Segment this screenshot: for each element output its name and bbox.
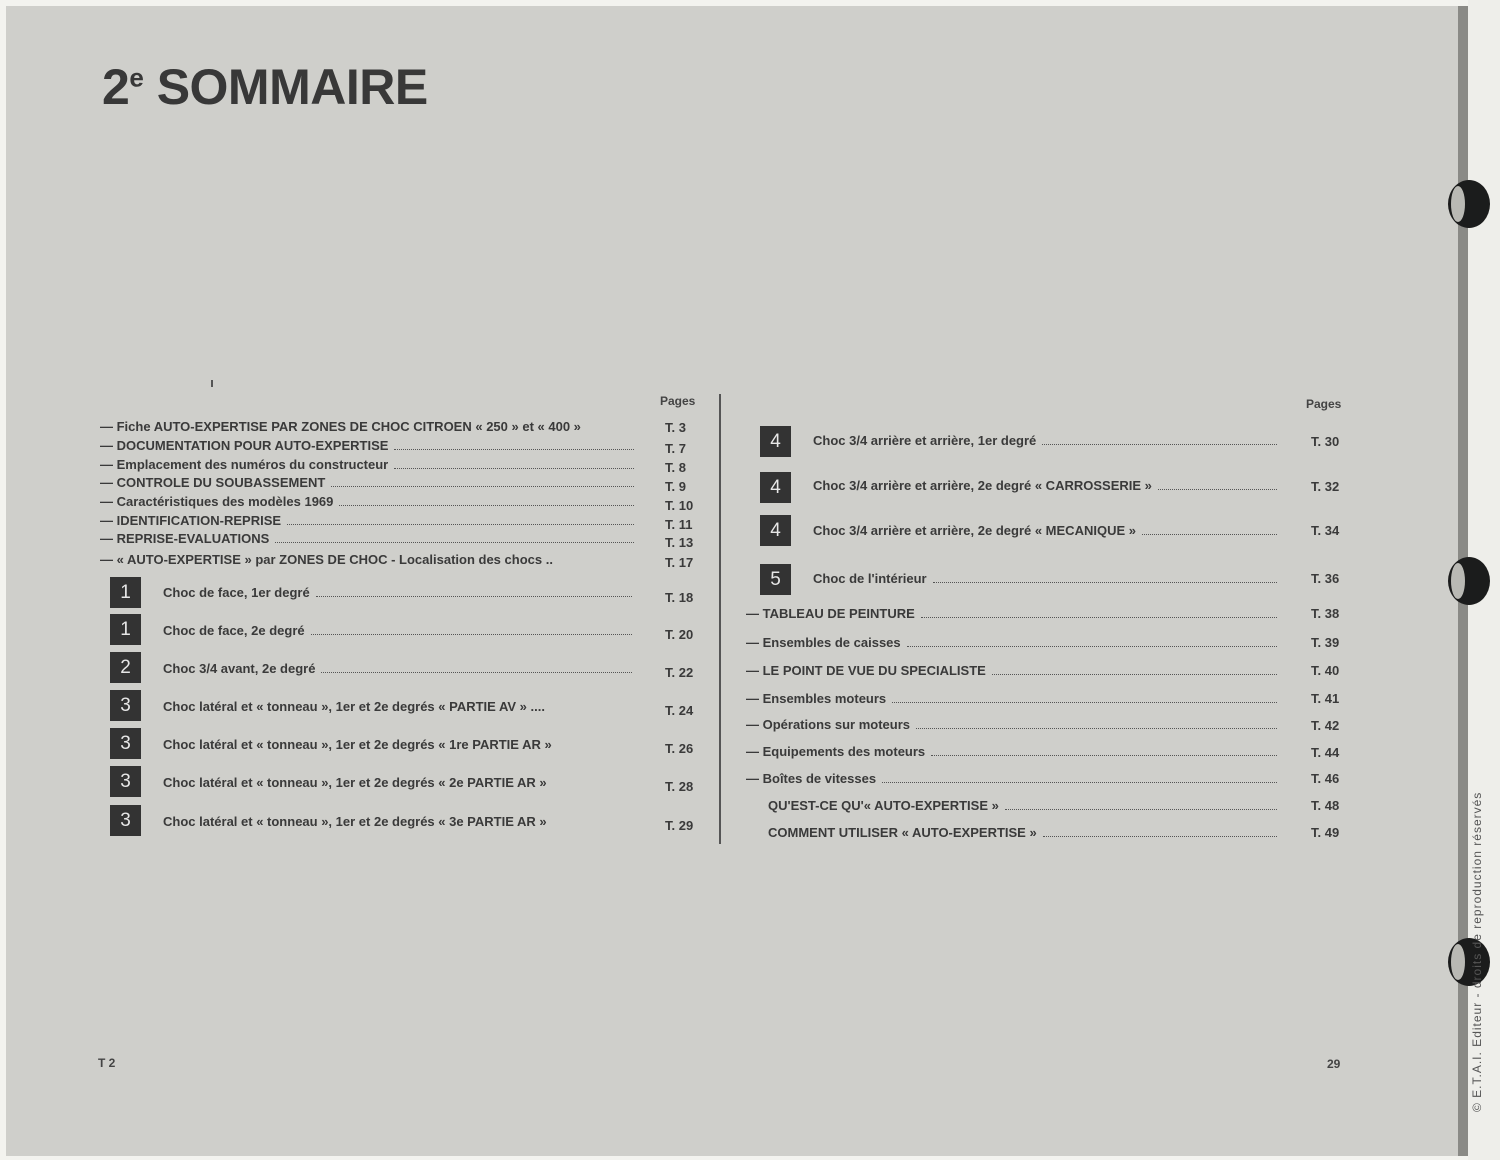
entry-page: T. 18 xyxy=(665,590,694,605)
choc-entry[interactable] xyxy=(163,775,638,790)
choc-entry[interactable] xyxy=(813,433,1283,448)
leader-dots xyxy=(892,693,1277,703)
zone-badge: 2 xyxy=(110,652,141,683)
title-suffix: e xyxy=(129,62,144,93)
toc-entry[interactable] xyxy=(100,419,640,434)
entry-label: Choc 3/4 arrière et arrière, 1er degré xyxy=(813,433,1037,448)
entry-label: — Boîtes de vitesses xyxy=(746,771,877,786)
entry-page: T. 44 xyxy=(1311,745,1340,760)
entry-label: COMMENT UTILISER « AUTO-EXPERTISE » xyxy=(768,825,1037,840)
zone-badge: 3 xyxy=(110,728,141,759)
pages-header-right: Pages xyxy=(1306,397,1342,411)
zone-badge: 4 xyxy=(760,515,791,546)
entry-label: — Equipements des moteurs xyxy=(746,744,926,759)
leader-dots xyxy=(287,515,634,525)
leader-dots xyxy=(1005,800,1277,810)
entry-page: T. 30 xyxy=(1311,434,1340,449)
entry-label: — Fiche AUTO-EXPERTISE PAR ZONES DE CHOC CITROEN « 250 » et « 400 » xyxy=(100,419,581,434)
entry-page: T. 22 xyxy=(665,665,694,680)
leader-dots xyxy=(311,625,632,635)
entry-page: T. 48 xyxy=(1311,798,1340,813)
leader-dots xyxy=(394,440,634,450)
choc-entry[interactable] xyxy=(163,623,638,638)
entry-label: — Ensembles moteurs xyxy=(746,691,887,706)
choc-entry[interactable] xyxy=(163,585,638,600)
entry-label: — Ensembles de caisses xyxy=(746,635,901,650)
toc-entry[interactable] xyxy=(100,513,640,528)
entry-page: T. 40 xyxy=(1311,663,1340,678)
choc-entry[interactable] xyxy=(813,571,1283,586)
entry-label: — LE POINT DE VUE DU SPECIALISTE xyxy=(746,663,986,678)
entry-page: T. 49 xyxy=(1311,825,1340,840)
choc-entry[interactable] xyxy=(813,523,1283,538)
entry-page: T. 8 xyxy=(665,460,686,475)
entry-page: T. 9 xyxy=(665,479,686,494)
leader-dots xyxy=(931,746,1277,756)
title-number: 2 xyxy=(102,59,130,115)
zone-badge: 1 xyxy=(110,577,141,608)
choc-entry[interactable] xyxy=(163,661,638,676)
entry-label: Choc latéral et « tonneau », 1er et 2e degrés « PARTIE AV » .... xyxy=(163,699,545,714)
leader-dots xyxy=(882,773,1277,783)
entry-page: T. 13 xyxy=(665,535,694,550)
entry-page: T. 41 xyxy=(1311,691,1340,706)
title-text: SOMMAIRE xyxy=(156,59,428,115)
entry-page: T. 20 xyxy=(665,627,694,642)
entry-label: Choc 3/4 arrière et arrière, 2e degré « MECANIQUE » xyxy=(813,523,1136,538)
entry-label: — Emplacement des numéros du constructeur xyxy=(100,457,389,472)
entry-label: — « AUTO-EXPERTISE » par ZONES DE CHOC - Localisation des chocs .. xyxy=(100,552,553,567)
entry-label: Choc 3/4 avant, 2e degré xyxy=(163,661,316,676)
leader-dots xyxy=(933,573,1277,583)
entry-page: T. 17 xyxy=(665,555,694,570)
leader-dots xyxy=(321,663,632,673)
leader-dots xyxy=(394,459,634,469)
entry-page: T. 3 xyxy=(665,420,686,435)
entry-label: — Caractéristiques des modèles 1969 xyxy=(100,494,334,509)
entry-label: — IDENTIFICATION-REPRISE xyxy=(100,513,282,528)
entry-label: — CONTROLE DU SOUBASSEMENT xyxy=(100,475,326,490)
leader-dots xyxy=(339,496,634,506)
leader-dots xyxy=(275,533,634,543)
toc-entry[interactable] xyxy=(746,717,1283,732)
entry-page: T. 29 xyxy=(665,818,694,833)
entry-page: T. 26 xyxy=(665,741,694,756)
zone-badge: 4 xyxy=(760,426,791,457)
toc-entry[interactable] xyxy=(100,438,640,453)
leader-dots xyxy=(331,477,634,487)
toc-entry[interactable] xyxy=(746,663,1283,678)
entry-label: Choc latéral et « tonneau », 1er et 2e degrés « 1re PARTIE AR » xyxy=(163,737,552,752)
entry-label: — TABLEAU DE PEINTURE xyxy=(746,606,915,621)
toc-entry[interactable] xyxy=(100,475,640,490)
toc-entry[interactable] xyxy=(768,825,1283,840)
mark xyxy=(211,380,213,387)
entry-label: — DOCUMENTATION POUR AUTO-EXPERTISE xyxy=(100,438,389,453)
entry-page: T. 46 xyxy=(1311,771,1340,786)
entry-page: T. 42 xyxy=(1311,718,1340,733)
toc-entry[interactable] xyxy=(100,531,640,546)
entry-page: T. 38 xyxy=(1311,606,1340,621)
leader-dots xyxy=(921,608,1277,618)
leader-dots xyxy=(992,665,1277,675)
toc-entry[interactable] xyxy=(100,457,640,472)
leader-dots xyxy=(907,637,1277,647)
leader-dots xyxy=(316,587,632,597)
leader-dots xyxy=(1158,480,1277,490)
folio-right: 29 xyxy=(1327,1057,1341,1071)
choc-entry[interactable] xyxy=(163,814,638,829)
toc-entry[interactable] xyxy=(768,798,1283,813)
entry-label: Choc de face, 1er degré xyxy=(163,585,310,600)
leader-dots xyxy=(1042,435,1277,445)
entry-label: QU'EST-CE QU'« AUTO-EXPERTISE » xyxy=(768,798,999,813)
entry-label: Choc latéral et « tonneau », 1er et 2e degrés « 2e PARTIE AR » xyxy=(163,775,547,790)
toc-entry[interactable] xyxy=(746,771,1283,786)
page-title xyxy=(102,58,428,116)
toc-entry[interactable] xyxy=(100,552,640,567)
entry-label: Choc 3/4 arrière et arrière, 2e degré « CARROSSERIE » xyxy=(813,478,1152,493)
toc-entry[interactable] xyxy=(746,691,1283,706)
leader-dots xyxy=(1043,827,1277,837)
copyright-note: © E.T.A.I. Editeur - droits de reproduction réservés xyxy=(1470,791,1484,1112)
entry-page: T. 11 xyxy=(665,517,693,532)
zone-badge: 3 xyxy=(110,690,141,721)
leader-dots xyxy=(916,719,1277,729)
entry-page: T. 39 xyxy=(1311,635,1340,650)
toc-entry[interactable] xyxy=(746,744,1283,759)
column-divider xyxy=(719,394,721,844)
entry-label: Choc latéral et « tonneau », 1er et 2e degrés « 3e PARTIE AR » xyxy=(163,814,547,829)
binder-hole xyxy=(1448,557,1490,605)
entry-label: — REPRISE-EVALUATIONS xyxy=(100,531,270,546)
zone-badge: 4 xyxy=(760,472,791,503)
zone-badge: 3 xyxy=(110,766,141,797)
zone-badge: 3 xyxy=(110,805,141,836)
zone-badge: 1 xyxy=(110,614,141,645)
entry-page: T. 10 xyxy=(665,498,694,513)
pages-header-left: Pages xyxy=(660,394,696,408)
entry-page: T. 34 xyxy=(1311,523,1340,538)
entry-label: Choc de l'intérieur xyxy=(813,571,927,586)
choc-entry[interactable] xyxy=(163,699,638,714)
entry-page: T. 32 xyxy=(1311,479,1340,494)
toc-entry[interactable] xyxy=(100,494,640,509)
choc-entry[interactable] xyxy=(813,478,1283,493)
choc-entry[interactable] xyxy=(163,737,638,752)
entry-label: Choc de face, 2e degré xyxy=(163,623,305,638)
entry-page: T. 36 xyxy=(1311,571,1340,586)
toc-entry[interactable] xyxy=(746,635,1283,650)
folio-left: T 2 xyxy=(98,1056,116,1070)
toc-entry[interactable] xyxy=(746,606,1283,621)
binder-hole xyxy=(1448,180,1490,228)
entry-page: T. 7 xyxy=(665,441,686,456)
entry-page: T. 24 xyxy=(665,703,694,718)
leader-dots xyxy=(1142,525,1277,535)
entry-label: — Opérations sur moteurs xyxy=(746,717,910,732)
entry-page: T. 28 xyxy=(665,779,694,794)
zone-badge: 5 xyxy=(760,564,791,595)
